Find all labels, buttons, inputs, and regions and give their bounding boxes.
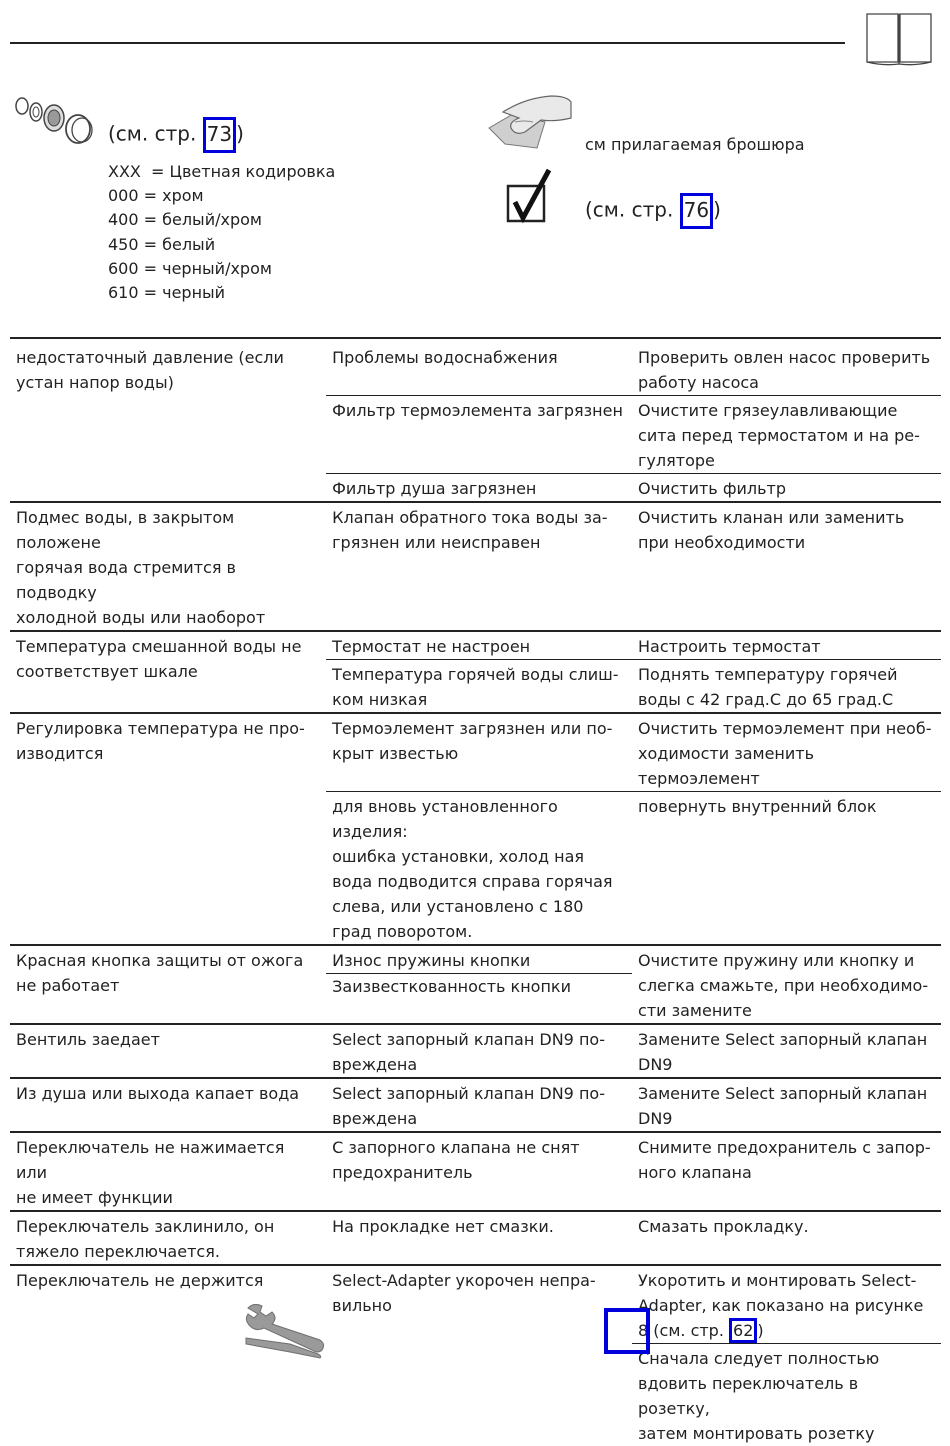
table-row (10, 1211, 941, 1265)
remedy-cell: Очистить фильтр (632, 474, 941, 503)
cause-cell: Проблемы водоснабжения (326, 338, 632, 396)
part-ref-page-link[interactable]: 73 (203, 117, 236, 153)
cleaning-instruction: см прилагаемая брошюра (585, 135, 805, 154)
table-row (10, 1024, 941, 1078)
remedy-cell: Очистите пружину или кнопку и слегка смажьте, при необходимо- сти замените (632, 945, 941, 1024)
cause-cell: Фильтр термоэлемента загрязнен (326, 396, 632, 474)
check-ref-page-link[interactable]: 76 (680, 193, 713, 229)
remedy-close: ) (757, 1321, 764, 1340)
tools-icon (240, 1300, 330, 1360)
cause-cell: Температура горячей воды слиш- ком низкая (326, 660, 632, 714)
remedy-cell: Замените Select запорный клапан DN9 (632, 1024, 941, 1078)
fault-cell: Переключатель не нажимается или не имеет функции (10, 1132, 326, 1211)
table-row (10, 502, 941, 631)
cause-cell (326, 945, 632, 1024)
legend-row: XXX = Цветная кодировка (108, 162, 336, 181)
cause-cell: Select запорный клапан DN9 по- вреждена (326, 1024, 632, 1078)
page-link-box[interactable] (604, 1308, 650, 1354)
fault-cell: Из душа или выхода капает вода (10, 1078, 326, 1132)
cause-cell: Термостат не настроен (326, 631, 632, 660)
part-ref-label: (см. стр. (108, 121, 203, 146)
fault-cell: Переключатель заклинило, он тяжело переключается. (10, 1211, 326, 1265)
table-row (10, 1078, 941, 1132)
remedy-text: Укоротить и монтировать Select- Adapter, как показано на рисунке 8 (см. стр. (638, 1271, 924, 1340)
checkmark-icon (505, 168, 555, 224)
remedy-cell: Смазать прокладку. (632, 1211, 941, 1265)
remedy-cell: Очистить термоэлемент при необ- ходимости заменить термоэлемент (632, 713, 941, 792)
remedy-item: Сначала следует полностью вдовить переключатель в розетку, затем монтировать розетку (638, 1349, 880, 1443)
fault-cell: Температура смешанной воды не соответствует шкале (10, 631, 326, 713)
remedy-cell: Настроить термостат (632, 631, 941, 660)
table-row (10, 338, 941, 396)
fault-cell: недостаточный давление (если устан напор воды) (10, 338, 326, 502)
cause-cell: Клапан обратного тока воды за- грязнен или неисправен (326, 502, 632, 631)
table-row (10, 1265, 941, 1446)
remedy-item (632, 1268, 941, 1344)
legend-row: 400 = белый/хром (108, 210, 262, 230)
part-ref-close: ) (236, 121, 244, 146)
cause-cell: Термоэлемент загрязнен или по- крыт известью (326, 713, 632, 792)
cause-cell: Select запорный клапан DN9 по- вреждена (326, 1078, 632, 1132)
remedy-page-link[interactable]: 62 (729, 1318, 757, 1343)
cleaning-hand-icon (485, 92, 573, 154)
legend-row: 000 = хром (108, 186, 204, 206)
table-row (10, 713, 941, 792)
remedy-cell (632, 1265, 941, 1446)
fault-cell: Красная кнопка защиты от ожога не работает (10, 945, 326, 1024)
troubleshooting-table (10, 337, 941, 1446)
remedy-cell: Очистить кланан или заменить при необходимости (632, 502, 941, 631)
remedy-cell: Замените Select запорный клапан DN9 (632, 1078, 941, 1132)
part-page-reference (108, 117, 244, 153)
check-page-reference (585, 193, 721, 229)
remedy-cell: Поднять температуру горячей воды с 42 град.С до 65 град.С (632, 660, 941, 714)
fault-cell: Переключатель не держится (10, 1265, 326, 1446)
remedy-cell: Очистите грязеулавливающие сита перед термостатом и на ре- гуляторе (632, 396, 941, 474)
check-ref-close: ) (713, 197, 721, 222)
cause-cell: На прокладке нет смазки. (326, 1211, 632, 1265)
book-icon (865, 10, 933, 68)
fault-cell: Вентиль заедает (10, 1024, 326, 1078)
check-ref-label: (см. стр. (585, 197, 680, 222)
legend-row: 600 = черный/хром (108, 258, 272, 278)
table-row (10, 1132, 941, 1211)
remedy-cell: Снимите предохранитель с запор- ного клапана (632, 1132, 941, 1211)
cause-item: Износ пружины кнопки (326, 948, 632, 974)
spare-parts-icon (12, 96, 97, 148)
cause-cell: Фильтр душа загрязнен (326, 474, 632, 503)
header-rule (10, 42, 845, 44)
legend-row: 450 = белый (108, 234, 216, 254)
table-row (10, 945, 941, 1024)
remedy-cell: повернуть внутренний блок (632, 792, 941, 946)
table-row (10, 631, 941, 660)
cause-cell: для вновь установленного изделия: ошибка установки, холод ная вода подводится справа горячая слева, или установлено с 180 град поворотом. (326, 792, 632, 946)
legend-row: 610 = черный (108, 283, 226, 303)
cause-cell: Select-Adapter укорочен непра- вильно (326, 1265, 632, 1446)
cause-item: Заизвесткованность кнопки (332, 977, 571, 996)
fault-cell: Регулировка температура не про- изводится (10, 713, 326, 945)
color-code-legend (108, 160, 335, 305)
cause-cell: С запорного клапана не снят предохранитель (326, 1132, 632, 1211)
fault-cell: Подмес воды, в закрытом положене горячая вода стремится в подводку холодной воды или наоборот (10, 502, 326, 631)
remedy-cell: Проверить овлен насос проверить работу насоса (632, 338, 941, 396)
